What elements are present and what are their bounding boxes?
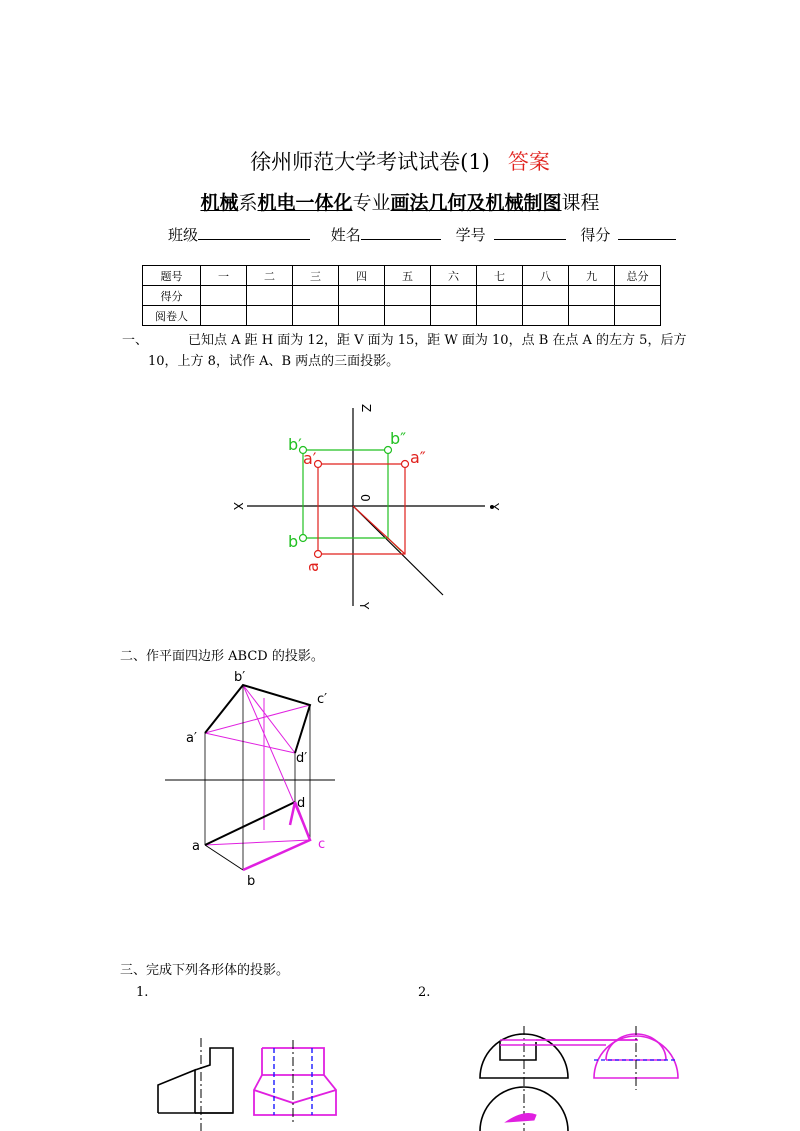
header-cell: 九 [569,266,615,286]
diagonal-45 [353,506,443,595]
grader-cell[interactable] [339,306,385,326]
question-1-line2: 10，上方 8，试作 A、B 两点的三面投影。 [148,354,400,369]
header-cell: 二 [247,266,293,286]
grader-cell[interactable] [477,306,523,326]
grader-cell[interactable] [523,306,569,326]
grader-cell[interactable] [247,306,293,326]
subquestion-2: 2. [418,985,431,1000]
header-cell: 六 [431,266,477,286]
department-suffix: 系 [238,192,258,214]
score-cell[interactable] [201,286,247,306]
class-label: 班级 [168,226,199,244]
score-table-header [143,266,661,286]
c-prime-label: c′ [317,692,328,707]
score-cell[interactable] [523,286,569,306]
grader-cell[interactable] [201,306,247,326]
d-prime-label: d′ [296,751,308,766]
score-cell[interactable] [293,286,339,306]
score-cell[interactable] [339,286,385,306]
score-cell[interactable] [477,286,523,306]
score-cell[interactable] [247,286,293,306]
b-side-label: b″ [390,429,407,448]
question-1-line1: 已知点 A 距 H 面为 12，距 V 面为 15，距 W 面为 10，点 B 在点 A 的左方 5，后方 [188,333,687,348]
score-cell[interactable] [569,286,615,306]
answer-label: 答案 [507,150,550,174]
projection-diagram-1 [220,390,520,620]
x-axis-label: X [231,502,245,511]
header-cell: 三 [293,266,339,286]
top-view-outline [243,802,310,870]
b-prime-label: b′ [234,670,246,685]
header-cell: 总分 [615,266,661,286]
grader-cell[interactable] [615,306,661,326]
score-cell[interactable] [615,286,661,306]
b-front-label: b′ [288,435,302,454]
course-name: 画法几何及机械制图 [390,192,562,214]
a-prime-label: a′ [186,731,197,746]
a-link [353,506,405,554]
header-cell: 五 [385,266,431,286]
a-projection-lines [318,464,405,554]
score-row [143,286,661,306]
major-suffix: 专业 [352,192,391,214]
exam-title [0,146,800,176]
a-side-label: a″ [410,448,426,467]
a-front-label: a′ [303,449,317,468]
id-field[interactable] [494,225,566,240]
name-field[interactable] [361,225,441,240]
score-cell[interactable] [431,286,477,306]
header-cell: 八 [523,266,569,286]
score-label: 得分 [580,226,611,244]
course-suffix: 课程 [561,192,600,214]
name-label: 姓名 [330,226,361,244]
grader-cell[interactable] [385,306,431,326]
score-table [142,265,661,326]
a-top-label: a [303,562,322,572]
row-label: 阅卷人 [143,306,201,326]
grader-cell[interactable] [569,306,615,326]
grader-cell[interactable] [293,306,339,326]
c-label: c [318,837,326,852]
score-cell[interactable] [385,286,431,306]
class-field[interactable] [198,225,310,240]
major: 机电一体化 [257,192,353,214]
ad-line [205,802,295,845]
projection-diagram-2 [160,665,360,895]
solid-figure-1 [150,1030,350,1131]
id-label: 学号 [455,226,486,244]
grader-cell[interactable] [431,306,477,326]
course-subtitle [0,188,800,215]
grader-row [143,306,661,326]
subquestion-1: 1. [136,985,149,1000]
question-3: 三、完成下列各形体的投影。 [120,963,290,978]
department: 机械 [200,192,239,214]
z-axis-label: Z [359,404,373,413]
header-cell: 七 [477,266,523,286]
solid-figure-2 [470,1020,700,1131]
question-1-number: 一、 [122,333,149,348]
student-info [168,224,676,245]
score-field[interactable] [618,225,676,240]
header-cell: 一 [201,266,247,286]
b-label: b [247,874,256,889]
question-1 [122,330,692,351]
question-2: 二、作平面四边形 ABCD 的投影。 [120,649,324,664]
a-label: a [192,839,200,854]
d-label: d [297,796,306,811]
header-cell: 题号 [143,266,201,286]
yw-axis-label: Y [487,503,501,511]
yh-axis-label: Y [357,602,371,610]
exam-title-main: 徐州师范大学考试试卷(1) [250,150,490,174]
header-cell: 四 [339,266,385,286]
row-label: 得分 [143,286,201,306]
b-top-label: b [288,532,299,551]
origin-label: 0 [358,494,372,502]
